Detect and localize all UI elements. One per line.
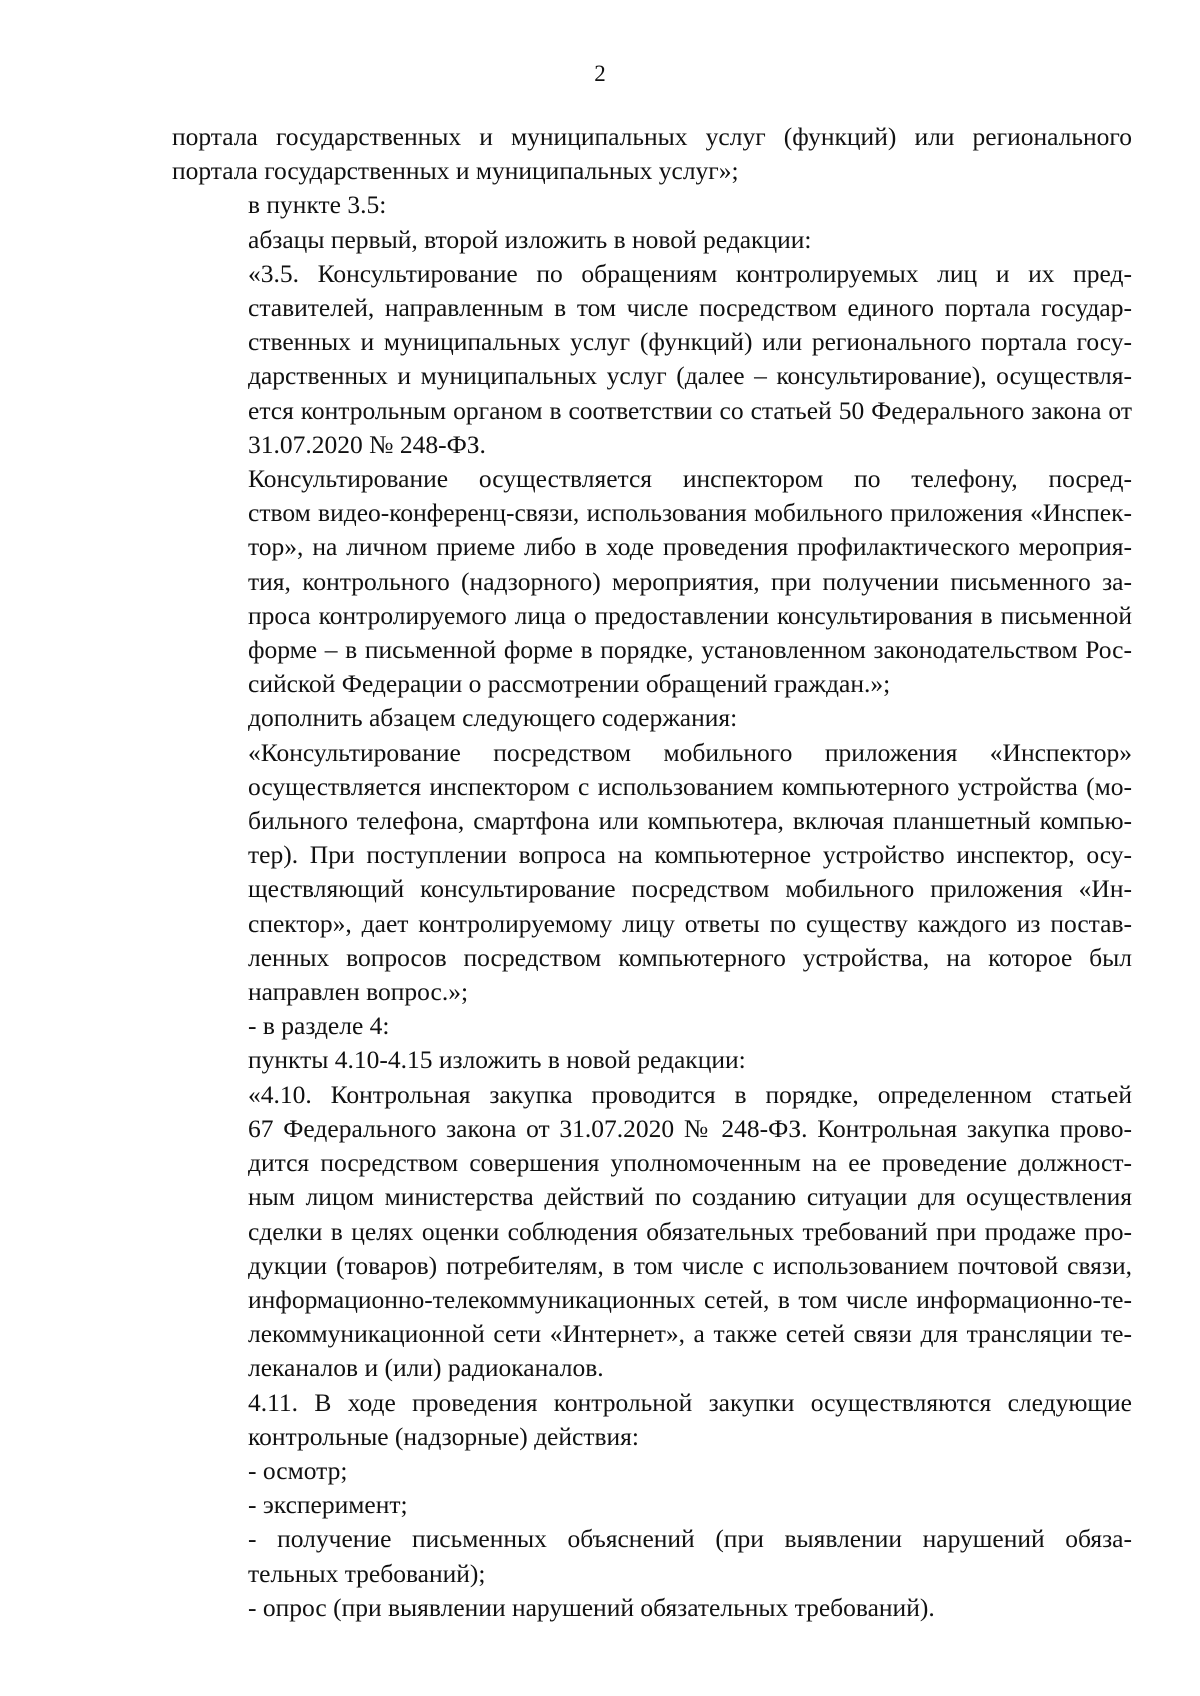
paragraph (172, 1043, 1132, 1077)
text-line: направлен вопрос.»; (248, 977, 469, 1007)
text-line: пункты 4.10-4.15 изложить в новой редакции: (248, 1045, 746, 1075)
text-line: форме – в письменной форме в порядке, установленном законодательством Рос- (248, 635, 1132, 665)
document-body (172, 120, 1132, 1625)
paragraph (172, 223, 1132, 257)
text-line: в пункте 3.5: (248, 190, 387, 220)
paragraph (172, 120, 1132, 188)
paragraph (172, 701, 1132, 735)
paragraph (172, 1591, 1132, 1625)
text-line: 67 Федерального закона от 31.07.2020 № 248-ФЗ. Контрольная закупка прово- (248, 1113, 1132, 1143)
text-line: «4.10. Контрольная закупка проводится в порядке, определенном статьей (248, 1079, 1132, 1109)
text-line: ственных и муниципальных услуг (функций) или регионального портала госу- (248, 327, 1132, 357)
text-line: ным лицом министерства действий по созданию ситуации для осуществления (248, 1182, 1132, 1212)
text-line: «Консультирование посредством мобильного приложения «Инспектор» (248, 737, 1132, 767)
text-line: осуществляется инспектором с использованием компьютерного устройства (мо- (248, 771, 1132, 801)
text-line: - осмотр; (248, 1455, 348, 1485)
text-line: ставителей, направленным в том числе посредством единого портала государ- (248, 293, 1132, 323)
text-line: абзацы первый, второй изложить в новой редакции: (248, 224, 812, 254)
text-line: тер). При поступлении вопроса на компьютерное устройство инспектор, осу- (248, 840, 1132, 870)
text-line: леканалов и (или) радиоканалов. (248, 1353, 604, 1383)
text-line: - эксперимент; (248, 1490, 408, 1520)
text-line: сделки в целях оценки соблюдения обязательных требований при продаже про- (248, 1216, 1132, 1246)
text-line: дополнить абзацем следующего содержания: (248, 703, 738, 733)
text-line: дится посредством совершения уполномоченным на ее проведение должност- (248, 1148, 1132, 1178)
paragraph (172, 462, 1132, 701)
text-line: - в разделе 4: (248, 1011, 390, 1041)
text-line: дукции (товаров) потребителям, в том числе с использованием почтовой связи, (248, 1250, 1132, 1280)
text-line: ществляющий консультирование посредством мобильного приложения «Ин- (248, 874, 1132, 904)
text-line: Консультирование осуществляется инспектором по телефону, посред- (248, 464, 1132, 494)
text-line: «3.5. Консультирование по обращениям контролируемых лиц и их пред- (248, 258, 1132, 288)
text-line: ством видео-конференц-связи, использования мобильного приложения «Инспек- (248, 498, 1132, 528)
text-line: ленных вопросов посредством компьютерного устройства, на которое был (248, 942, 1132, 972)
text-line: контрольные (надзорные) действия: (248, 1421, 639, 1451)
text-line: проса контролируемого лица о предоставлении консультирования в письменной (248, 600, 1132, 630)
paragraph (172, 1522, 1132, 1590)
paragraph (172, 1386, 1132, 1454)
text-line: портала государственных и муниципальных услуг (функций) или регионального (172, 122, 1132, 151)
text-line: информационно-телекоммуникационных сетей, в том числе информационно-те- (248, 1284, 1132, 1314)
text-line: 4.11. В ходе проведения контрольной закупки осуществляются следующие (248, 1387, 1132, 1417)
text-line: сийской Федерации о рассмотрении обращений граждан.»; (248, 669, 891, 699)
page-number: 2 (594, 61, 606, 86)
paragraph (172, 1454, 1132, 1488)
text-line: бильного телефона, смартфона или компьютера, включая планшетный компью- (248, 806, 1132, 836)
text-line: - получение письменных объяснений (при выявлении нарушений обяза- (248, 1524, 1132, 1554)
text-line: дарственных и муниципальных услуг (далее – консультирование), осуществля- (248, 361, 1132, 391)
text-line: 31.07.2020 № 248-ФЗ. (248, 429, 486, 459)
text-line: тельных требований); (248, 1558, 486, 1588)
text-line: тия, контрольного (надзорного) мероприятия, при получении письменного за- (248, 566, 1132, 596)
paragraph (172, 1078, 1132, 1386)
text-line: спектор», дает контролируемому лицу ответы по существу каждого из постав- (248, 908, 1132, 938)
paragraph (172, 736, 1132, 1010)
paragraph (172, 188, 1132, 222)
paragraph (172, 1488, 1132, 1522)
text-line: портала государственных и муниципальных услуг»; (172, 156, 739, 186)
text-line: тор», на личном приеме либо в ходе проведения профилактического мероприя- (248, 532, 1132, 562)
paragraph (172, 1009, 1132, 1043)
paragraph (172, 257, 1132, 462)
text-line: - опрос (при выявлении нарушений обязательных требований). (248, 1592, 935, 1622)
text-line: лекоммуникационной сети «Интернет», а также сетей связи для трансляции те- (248, 1319, 1132, 1349)
text-line: ется контрольным органом в соответствии со статьей 50 Федерального закона от (248, 395, 1132, 425)
